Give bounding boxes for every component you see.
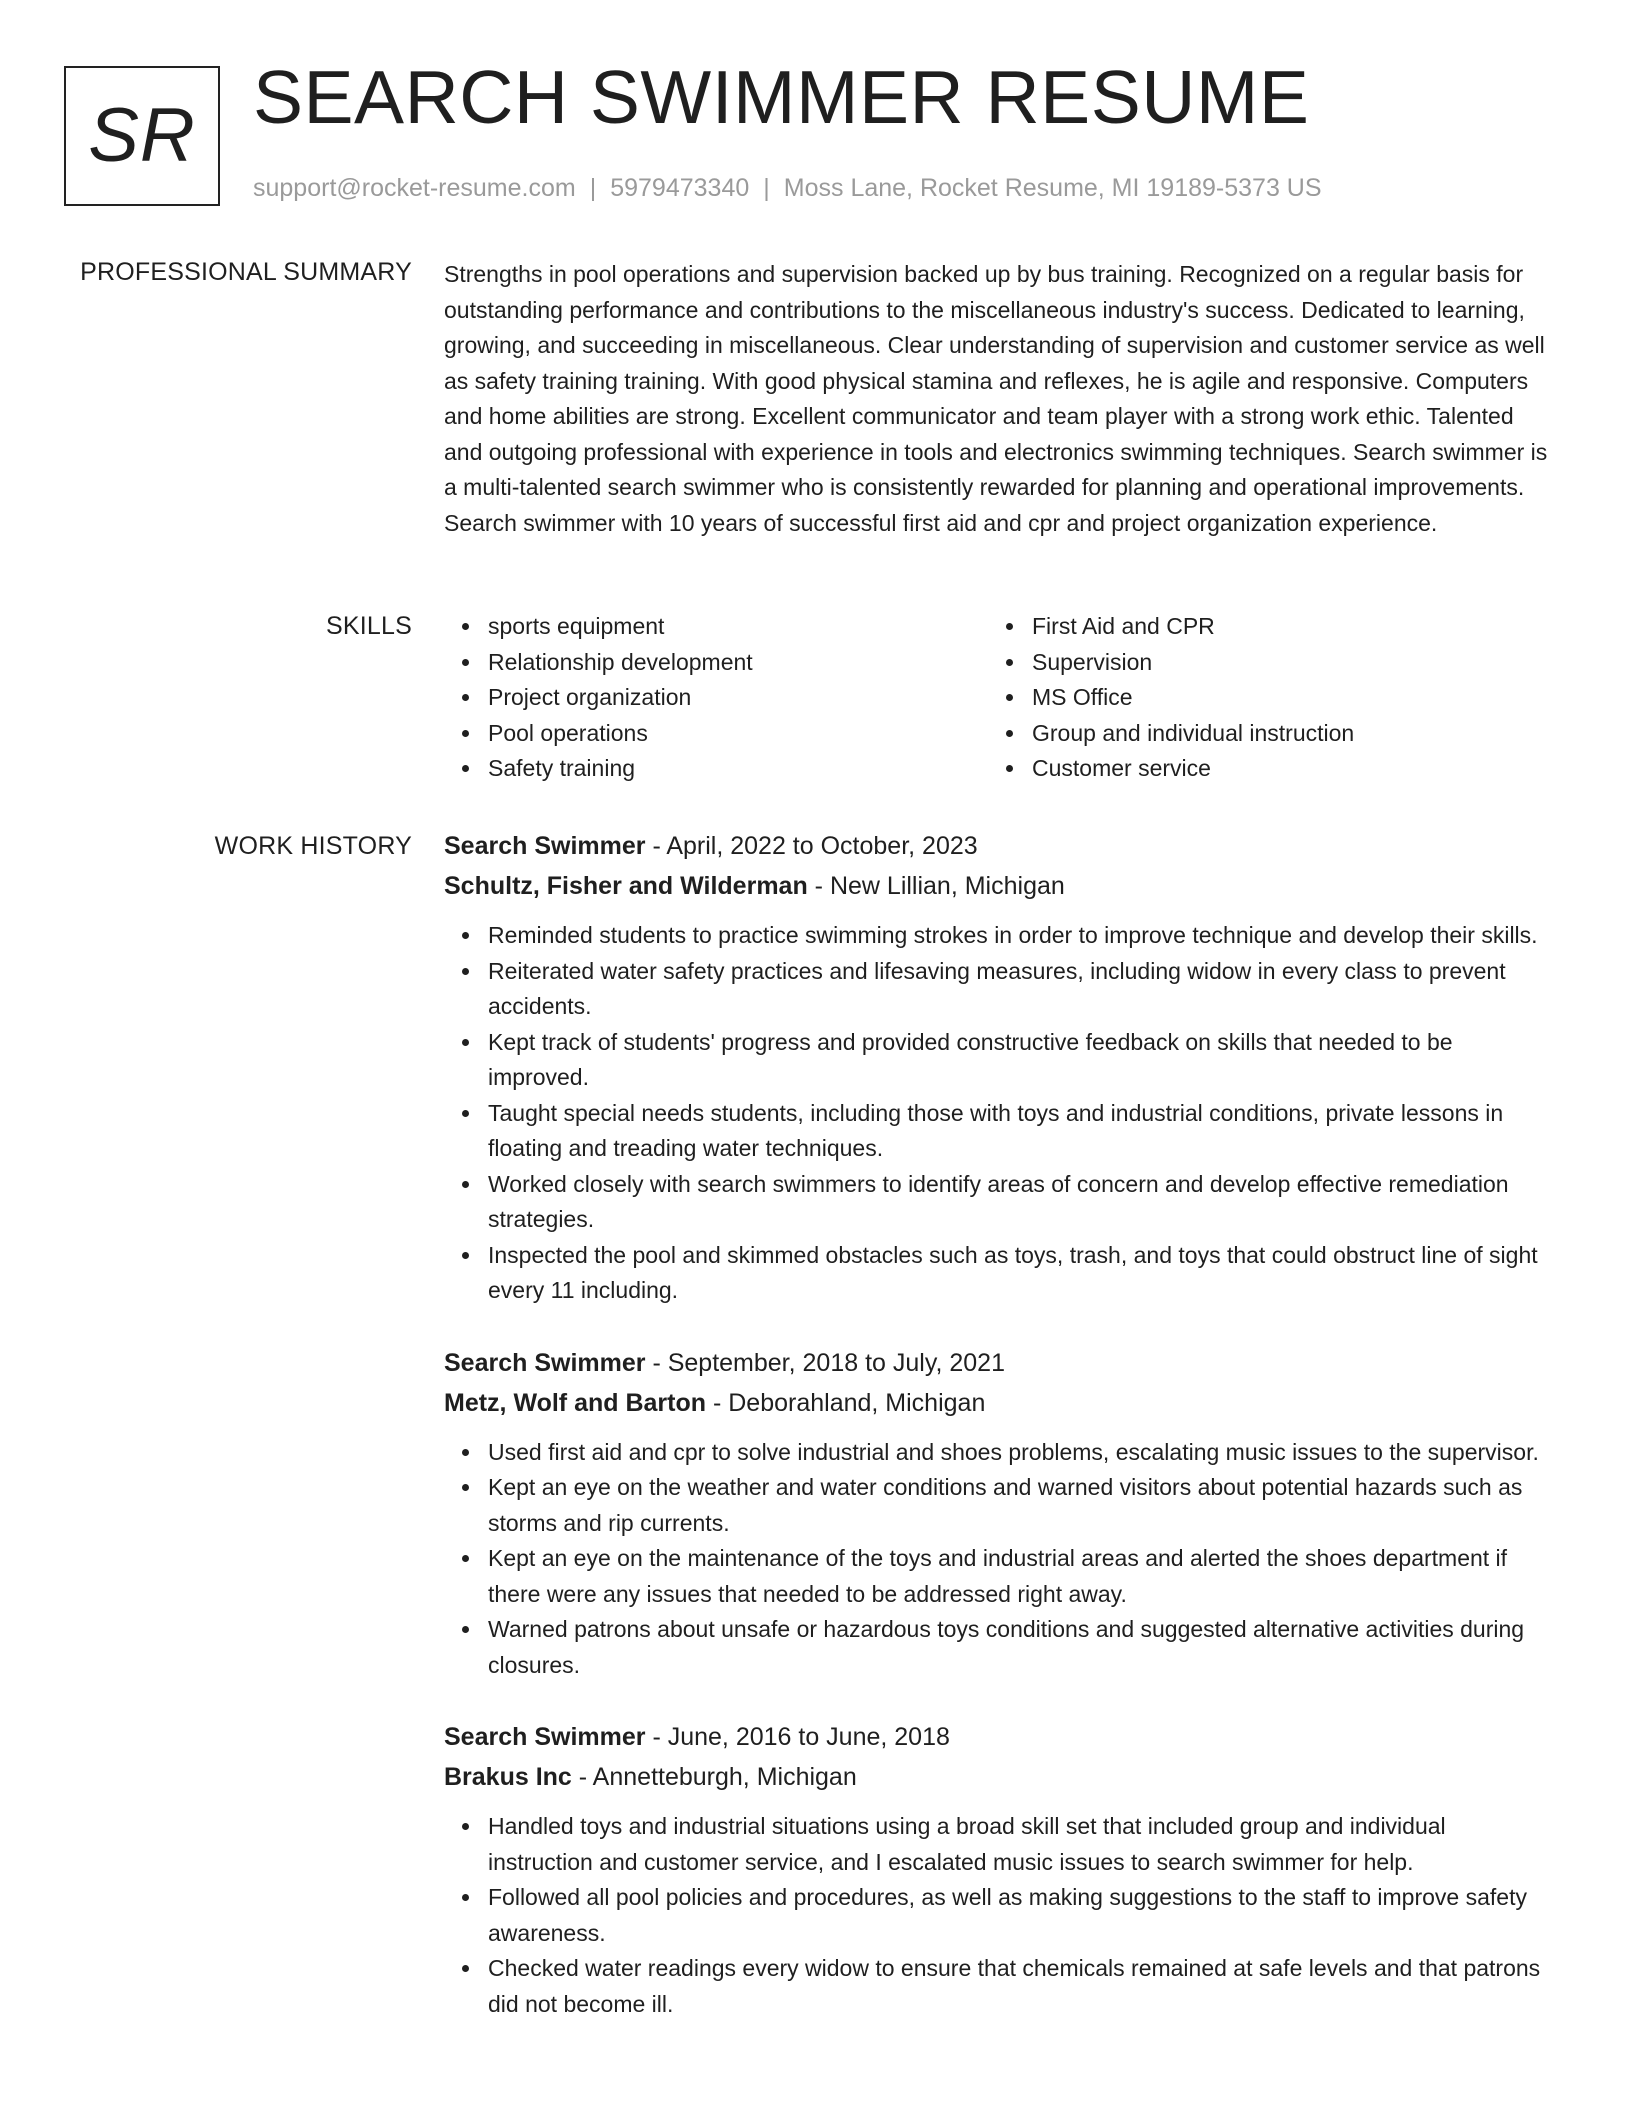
duty-item: Reiterated water safety practices and lifesaving measures, including widow in every class to prevent accidents. — [488, 954, 1556, 1025]
job-dates: - April, 2022 to October, 2023 — [645, 832, 978, 860]
job-duties — [444, 918, 1556, 1309]
duty-item: Taught special needs students, including those with toys and industrial conditions, private lessons in floating and treading water techniques. — [488, 1096, 1556, 1167]
duty-item: Kept an eye on the weather and water conditions and warned visitors about potential hazards such as storms and rip currents. — [488, 1470, 1556, 1541]
job-title-line — [444, 826, 1556, 866]
job-title-line — [444, 1717, 1556, 1757]
duty-item: Kept track of students' progress and provided constructive feedback on skills that needed to be improved. — [488, 1025, 1556, 1096]
job-entry — [444, 826, 1556, 1309]
skill-item: MS Office — [1032, 680, 1532, 716]
skill-item: Group and individual instruction — [1032, 716, 1532, 752]
job-duties — [444, 1809, 1556, 2022]
skill-item: Supervision — [1032, 645, 1532, 681]
contact-line — [253, 174, 1322, 203]
monogram-box — [64, 66, 220, 206]
skill-item: Project organization — [488, 680, 988, 716]
skill-item: Relationship development — [488, 645, 988, 681]
section-label-summary: PROFESSIONAL SUMMARY — [80, 258, 412, 286]
job-title: Search Swimmer — [444, 1723, 646, 1751]
skill-item: sports equipment — [488, 609, 988, 645]
skill-item: First Aid and CPR — [1032, 609, 1532, 645]
contact-separator: | — [589, 174, 597, 202]
duty-item: Checked water readings every widow to ensure that chemicals remained at safe levels and that patrons did not become ill. — [488, 1951, 1556, 2022]
job-company: Metz, Wolf and Barton — [444, 1388, 707, 1417]
job-location: - Deborahland, Michigan — [706, 1388, 986, 1417]
job-title-line — [444, 1343, 1556, 1383]
contact-email: support@rocket-resume.com — [253, 174, 576, 202]
duty-item: Followed all pool policies and procedures, as well as making suggestions to the staff to improve safety awareness. — [488, 1880, 1556, 1951]
job-dates: - June, 2016 to June, 2018 — [645, 1723, 950, 1751]
summary-text: Strengths in pool operations and supervision backed up by bus training. Recognized on a regular basis for outstanding performance and contributions to the miscellaneous industry's success. Dedicated to learning, growing, and succeeding in miscellaneous. Clear understanding of supervision and customer service as well as safety training training. With good physical stamina and reflexes, he is agile and responsive. Computers and home abilities are strong. Excellent communicator and team player with a strong work ethic. Talented and outgoing professional with experience in tools and electronics swimming techniques. Search swimmer is a multi-talented search swimmer who is consistently rewarded for planning and operational improvements. Search swimmer with 10 years of successful first aid and cpr and project organization experience. — [444, 261, 1548, 536]
job-entry — [444, 1343, 1556, 1684]
skill-item: Customer service — [1032, 751, 1532, 787]
skill-item: Pool operations — [488, 716, 988, 752]
job-company: Schultz, Fisher and Wilderman — [444, 872, 808, 900]
job-location: - Annetteburgh, Michigan — [571, 1763, 857, 1791]
duty-item: Used first aid and cpr to solve industrial and shoes problems, escalating music issues to the supervisor. — [488, 1435, 1556, 1471]
resume-title: SEARCH SWIMMER RESUME — [253, 55, 1310, 139]
duty-item: Worked closely with search swimmers to identify areas of concern and develop effective remediation strategies. — [488, 1167, 1556, 1238]
duty-item: Inspected the pool and skimmed obstacles such as toys, trash, and toys that could obstruct line of sight every 11 including. — [488, 1238, 1556, 1309]
duty-item: Reminded students to practice swimming strokes in order to improve technique and develop their skills. — [488, 918, 1556, 954]
job-title: Search Swimmer — [444, 1348, 646, 1377]
job-company-line — [444, 1383, 1556, 1423]
duty-item: Warned patrons about unsafe or hazardous toys conditions and suggested alternative activities during closures. — [488, 1612, 1556, 1683]
duty-item: Handled toys and industrial situations using a broad skill set that included group and individual instruction and customer service, and I escalated music issues to search swimmer for help. — [488, 1809, 1556, 1880]
skills-column-right — [988, 609, 1532, 787]
contact-separator: | — [763, 174, 770, 202]
job-title: Search Swimmer — [444, 832, 646, 860]
job-company-line — [444, 866, 1556, 906]
contact-phone: 5979473340 — [610, 174, 750, 202]
skills-grid — [444, 609, 1556, 787]
section-label-skills: SKILLS — [326, 612, 412, 640]
job-company: Brakus Inc — [444, 1763, 572, 1791]
skill-item: Safety training — [488, 751, 988, 787]
job-company-line — [444, 1757, 1556, 1797]
duty-item: Kept an eye on the maintenance of the toys and industrial areas and alerted the shoes department if there were any issues that needed to be addressed right away. — [488, 1541, 1556, 1612]
job-entry — [444, 1717, 1556, 2022]
summary-section — [444, 257, 1556, 541]
section-label-work-history: WORK HISTORY — [214, 832, 412, 860]
job-duties — [444, 1435, 1556, 1684]
work-history-section — [444, 826, 1556, 2056]
contact-address: Moss Lane, Rocket Resume, MI 19189-5373 US — [783, 174, 1322, 202]
skills-section — [444, 609, 1556, 787]
job-dates: - September, 2018 to July, 2021 — [645, 1348, 1005, 1377]
monogram-initials: SR — [88, 93, 196, 178]
job-location: - New Lillian, Michigan — [807, 872, 1065, 900]
skills-column-left — [444, 609, 988, 787]
